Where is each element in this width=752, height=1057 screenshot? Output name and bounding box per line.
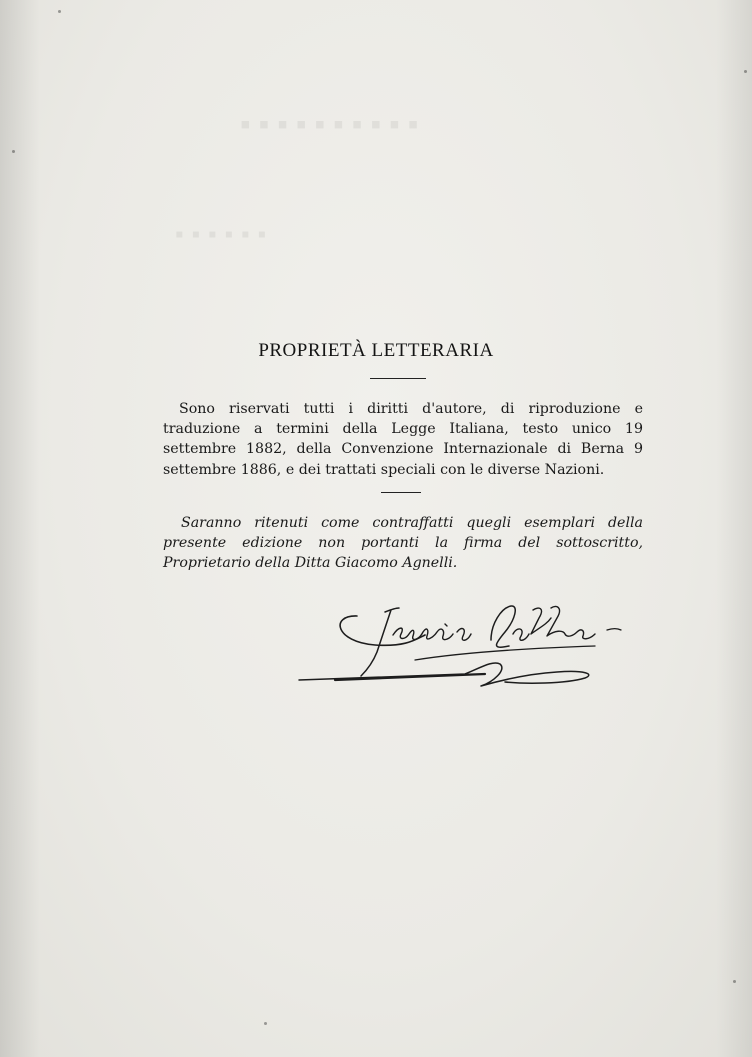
paper-speck	[733, 980, 736, 983]
paper-speck	[58, 10, 61, 13]
signature-notice-text: Saranno ritenuti come contraffatti quegli esemplari della presente edizione non portanti la firma del sottoscritto, Proprietario della Ditta Giacomo Agnelli.	[163, 515, 643, 571]
bleed-through-mark: ▪▪▪▪▪▪	[175, 222, 275, 248]
page-edge-shadow-right	[716, 0, 752, 1057]
bleed-through-mark: ▪▪▪▪▪▪▪▪▪▪	[240, 108, 427, 141]
paper-speck	[12, 150, 15, 153]
paper-speck	[744, 70, 747, 73]
rights-paragraph-text: Sono riservati tutti i diritti d'autore, di riproduzione e traduzione a termini della Legge Italiana, testo unico 19 settembre 1882, della Convenzione Internazionale di Berna 9 settembre 1886, e dei trattati speciali con le diverse Nazioni.	[163, 401, 643, 478]
signature-notice-paragraph	[163, 514, 643, 573]
paper-speck	[264, 1022, 267, 1025]
rights-paragraph	[163, 399, 643, 480]
handwritten-signature	[295, 590, 635, 695]
divider-rule	[381, 492, 421, 493]
page-edge-shadow-left	[0, 0, 40, 1057]
divider-rule	[370, 378, 426, 379]
page-title: PROPRIETÀ LETTERARIA	[258, 340, 494, 361]
